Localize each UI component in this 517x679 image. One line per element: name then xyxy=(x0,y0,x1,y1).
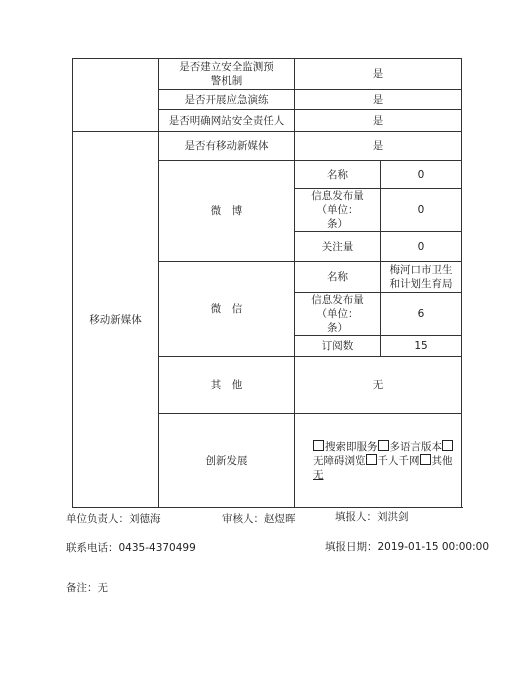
checkbox-icon xyxy=(366,454,377,465)
mobile-media-section-label: 移动新媒体 xyxy=(73,132,159,508)
wechat-name-label: 名称 xyxy=(295,262,381,293)
filler: 填报人：刘洪剑 xyxy=(335,511,409,523)
innovation-section-label: 创新发展 xyxy=(159,414,295,508)
reviewer: 审核人：赵煜晖 xyxy=(222,513,296,525)
innovation-options xyxy=(295,414,462,508)
responsible-person-value: 是 xyxy=(295,110,462,132)
report-date: 填报日期：2019-01-15 00:00:00 xyxy=(325,541,490,553)
option-accessibility: 无障碍浏览 xyxy=(313,454,366,467)
checkbox-icon xyxy=(378,440,389,451)
has-mobile-value: 是 xyxy=(295,132,462,161)
option-search-service: 搜索即服务 xyxy=(325,440,378,453)
other-value: 无 xyxy=(295,357,462,414)
wechat-posts-label: 信息发布量（单位：条） xyxy=(295,293,381,336)
wechat-label: 微 信 xyxy=(159,262,295,357)
wechat-name-value: 梅河口市卫生和计划生育局 xyxy=(381,262,462,293)
alert-mechanism-value: 是 xyxy=(295,59,462,90)
emergency-drill-label: 是否开展应急演练 xyxy=(159,90,295,110)
emergency-drill-value: 是 xyxy=(295,90,462,110)
option-multilingual: 多语言版本 xyxy=(389,440,442,453)
report-table xyxy=(72,58,462,508)
alert-mechanism-label: 是否建立安全监测预警机制 xyxy=(159,59,295,90)
weibo-posts-label: 信息发布量（单位：条） xyxy=(295,189,381,232)
weibo-followers-label: 关注量 xyxy=(295,232,381,262)
responsible-person-label: 是否明确网站安全责任人 xyxy=(159,110,295,132)
checkbox-icon xyxy=(420,454,431,465)
weibo-followers-value: 0 xyxy=(381,232,462,262)
weibo-label: 微 博 xyxy=(159,161,295,262)
contact-phone: 联系电话：0435-4370499 xyxy=(66,542,196,554)
option-other: 其他 xyxy=(431,454,453,467)
wechat-subscribers-label: 订阅数 xyxy=(295,336,381,357)
checkbox-icon xyxy=(442,440,453,451)
option-personalized: 千人千网 xyxy=(377,454,420,467)
checkbox-icon xyxy=(313,440,324,451)
unit-head: 单位负责人：刘德海 xyxy=(66,513,161,525)
weibo-name-value: 0 xyxy=(381,161,462,189)
wechat-posts-value: 6 xyxy=(381,293,462,336)
wechat-subscribers-value: 15 xyxy=(381,336,462,357)
weibo-name-label: 名称 xyxy=(295,161,381,189)
has-mobile-label: 是否有移动新媒体 xyxy=(159,132,295,161)
weibo-posts-value: 0 xyxy=(381,189,462,232)
other-innovation-value: 无 xyxy=(313,468,324,481)
security-section-cell xyxy=(73,59,159,132)
remark: 备注：无 xyxy=(66,582,108,594)
other-label: 其 他 xyxy=(159,357,295,414)
